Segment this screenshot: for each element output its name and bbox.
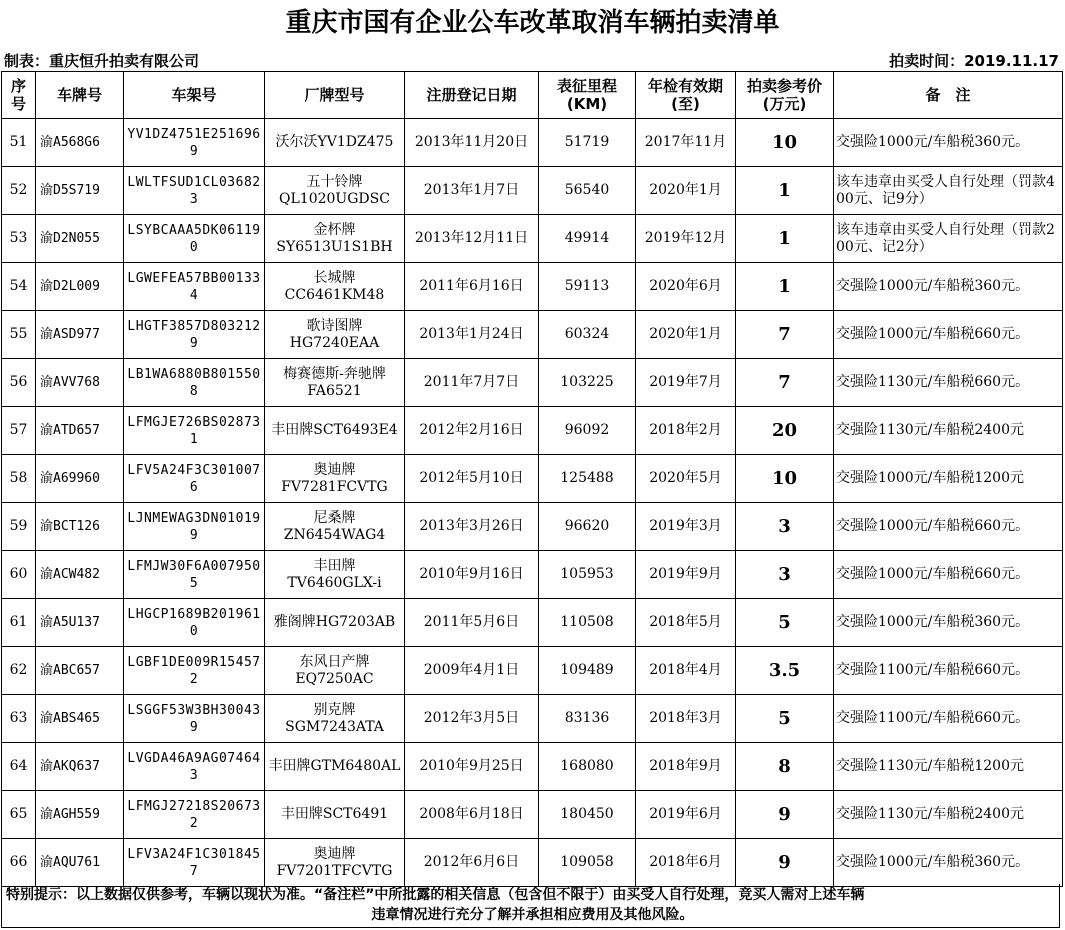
table-row (2, 551, 1063, 599)
inspection-valid-until: 2018年3月 (636, 695, 736, 743)
table-row (2, 503, 1063, 551)
registration-date: 2013年1月7日 (405, 167, 539, 215)
registration-date: 2011年5月6日 (405, 599, 539, 647)
plate-number: 渝A5U137 (36, 599, 124, 647)
brand-model: 丰田牌 TV6460GLX-i (265, 551, 405, 599)
plate-number: 渝ABC657 (36, 647, 124, 695)
plate-number: 渝A568G6 (36, 119, 124, 167)
col-inspection-header: 年检有效期 (至) (636, 72, 736, 119)
inspection-valid-until: 2018年5月 (636, 599, 736, 647)
brand-model: 沃尔沃YV1DZ475 (265, 119, 405, 167)
inspection-valid-until: 2018年4月 (636, 647, 736, 695)
remark: 该车违章由买受人自行处理（罚款200元、记2分） (834, 215, 1063, 263)
brand-model: 奥迪牌 FV7281FCVTG (265, 455, 405, 503)
remark: 交强险1000元/车船税360元。 (834, 839, 1063, 887)
mileage: 51719 (539, 119, 636, 167)
registration-date: 2011年7月7日 (405, 359, 539, 407)
table-row (2, 215, 1063, 263)
brand-model: 长城牌 CC6461KM48 (265, 263, 405, 311)
brand-model: 梅赛德斯-奔驰牌 FA6521 (265, 359, 405, 407)
remark: 交强险1130元/车船税2400元 (834, 407, 1063, 455)
col-plate-header: 车牌号 (36, 72, 124, 119)
mileage: 125488 (539, 455, 636, 503)
vin-number: LGWEFEA57BB001334 (124, 263, 265, 311)
brand-model: 奥迪牌 FV7201TFCVTG (265, 839, 405, 887)
table-row (2, 167, 1063, 215)
remark: 交强险1130元/车船税2400元 (834, 791, 1063, 839)
row-number: 56 (2, 359, 36, 407)
mileage: 96620 (539, 503, 636, 551)
inspection-valid-until: 2019年6月 (636, 791, 736, 839)
vin-number: LB1WA6880B8015508 (124, 359, 265, 407)
table-header-row (2, 72, 1063, 119)
reference-price: 7 (736, 359, 834, 407)
registration-date: 2010年9月16日 (405, 551, 539, 599)
special-notice (1, 884, 1060, 928)
vin-number: LFV3A24F1C3018457 (124, 839, 265, 887)
registration-date: 2013年12月11日 (405, 215, 539, 263)
mileage: 105953 (539, 551, 636, 599)
table-row (2, 695, 1063, 743)
vin-number: LFMGJE726BS028731 (124, 407, 265, 455)
row-number: 64 (2, 743, 36, 791)
table-row (2, 791, 1063, 839)
remark: 交强险1000元/车船税660元。 (834, 311, 1063, 359)
plate-number: 渝ASD977 (36, 311, 124, 359)
registration-date: 2012年5月10日 (405, 455, 539, 503)
col-reg-date-header: 注册登记日期 (405, 72, 539, 119)
col-model-header: 厂牌型号 (265, 72, 405, 119)
registration-date: 2008年6月18日 (405, 791, 539, 839)
mileage: 180450 (539, 791, 636, 839)
table-row (2, 647, 1063, 695)
reference-price: 3.5 (736, 647, 834, 695)
inspection-valid-until: 2017年11月 (636, 119, 736, 167)
brand-model: 五十铃牌 QL1020UGDSC (265, 167, 405, 215)
auction-table (1, 71, 1063, 887)
row-number: 60 (2, 551, 36, 599)
table-row (2, 455, 1063, 503)
registration-date: 2013年1月24日 (405, 311, 539, 359)
mileage: 168080 (539, 743, 636, 791)
table-body (2, 119, 1063, 887)
remark: 交强险1000元/车船税360元。 (834, 263, 1063, 311)
brand-model: 丰田牌SCT6491 (265, 791, 405, 839)
registration-date: 2012年2月16日 (405, 407, 539, 455)
row-number: 51 (2, 119, 36, 167)
plate-number: 渝ACW482 (36, 551, 124, 599)
remark: 该车违章由买受人自行处理（罚款400元、记9分） (834, 167, 1063, 215)
reference-price: 10 (736, 455, 834, 503)
plate-number: 渝AVV768 (36, 359, 124, 407)
table-row (2, 839, 1063, 887)
table-row (2, 263, 1063, 311)
vin-number: YV1DZ4751E2516969 (124, 119, 265, 167)
plate-number: 渝ATD657 (36, 407, 124, 455)
inspection-valid-until: 2020年1月 (636, 167, 736, 215)
row-number: 54 (2, 263, 36, 311)
table-row (2, 599, 1063, 647)
registration-date: 2011年6月16日 (405, 263, 539, 311)
remark: 交强险1000元/车船税360元。 (834, 599, 1063, 647)
vin-number: LSGGF53W3BH300439 (124, 695, 265, 743)
vin-number: LFMGJ27218S206732 (124, 791, 265, 839)
row-number: 55 (2, 311, 36, 359)
mileage: 103225 (539, 359, 636, 407)
inspection-valid-until: 2018年9月 (636, 743, 736, 791)
mileage: 60324 (539, 311, 636, 359)
reference-price: 9 (736, 839, 834, 887)
brand-model: 丰田牌GTM6480AL (265, 743, 405, 791)
remark: 交强险1000元/车船税660元。 (834, 503, 1063, 551)
registration-date: 2012年3月5日 (405, 695, 539, 743)
vin-number: LJNMEWAG3DN010199 (124, 503, 265, 551)
registration-date: 2009年4月1日 (405, 647, 539, 695)
mileage: 96092 (539, 407, 636, 455)
reference-price: 10 (736, 119, 834, 167)
page-title: 重庆市国有企业公车改革取消车辆拍卖清单 (285, 8, 780, 38)
vin-number: LGBF1DE009R154572 (124, 647, 265, 695)
reference-price: 9 (736, 791, 834, 839)
mileage: 56540 (539, 167, 636, 215)
row-number: 53 (2, 215, 36, 263)
table-maker: 制表：重庆恒升拍卖有限公司 (4, 52, 200, 70)
plate-number: 渝AKQ637 (36, 743, 124, 791)
row-number: 63 (2, 695, 36, 743)
row-number: 61 (2, 599, 36, 647)
notice-line-1: 特别提示：以上数据仅供参考，车辆以现状为准。“备注栏”中所批露的相关信息（包含但不限于）由买受人自行处理，竞买人需对上述车辆 (6, 887, 865, 903)
col-price-header: 拍卖参考价 (万元) (736, 72, 834, 119)
plate-number: 渝ABS465 (36, 695, 124, 743)
mileage: 83136 (539, 695, 636, 743)
plate-number: 渝BCT126 (36, 503, 124, 551)
col-note-header: 备 注 (834, 72, 1063, 119)
reference-price: 8 (736, 743, 834, 791)
table-row (2, 743, 1063, 791)
row-number: 58 (2, 455, 36, 503)
remark: 交强险1000元/车船税1200元 (834, 455, 1063, 503)
brand-model: 雅阁牌HG7203AB (265, 599, 405, 647)
table-row (2, 407, 1063, 455)
inspection-valid-until: 2019年12月 (636, 215, 736, 263)
brand-model: 歌诗图牌 HG7240EAA (265, 311, 405, 359)
vin-number: LHGTF3857D8032129 (124, 311, 265, 359)
inspection-valid-until: 2018年6月 (636, 839, 736, 887)
reference-price: 1 (736, 263, 834, 311)
vin-number: LHGCP1689B2019610 (124, 599, 265, 647)
mileage: 110508 (539, 599, 636, 647)
vin-number: LVGDA46A9AG074643 (124, 743, 265, 791)
remark: 交强险1130元/车船税660元。 (834, 359, 1063, 407)
table-row (2, 311, 1063, 359)
brand-model: 别克牌 SGM7243ATA (265, 695, 405, 743)
reference-price: 5 (736, 695, 834, 743)
brand-model: 东风日产牌 EQ7250AC (265, 647, 405, 695)
col-mileage-header: 表征里程 (KM) (539, 72, 636, 119)
plate-number: 渝AQU761 (36, 839, 124, 887)
inspection-valid-until: 2019年3月 (636, 503, 736, 551)
plate-number: 渝D5S719 (36, 167, 124, 215)
plate-number: 渝D2L009 (36, 263, 124, 311)
mileage: 59113 (539, 263, 636, 311)
remark: 交强险1130元/车船税1200元 (834, 743, 1063, 791)
inspection-valid-until: 2020年5月 (636, 455, 736, 503)
remark: 交强险1100元/车船税660元。 (834, 695, 1063, 743)
table-row (2, 119, 1063, 167)
reference-price: 3 (736, 551, 834, 599)
vin-number: LSYBCAAA5DK061190 (124, 215, 265, 263)
reference-price: 1 (736, 167, 834, 215)
inspection-valid-until: 2019年7月 (636, 359, 736, 407)
col-no-header: 序 号 (2, 72, 36, 119)
plate-number: 渝A69960 (36, 455, 124, 503)
mileage: 109489 (539, 647, 636, 695)
plate-number: 渝AGH559 (36, 791, 124, 839)
remark: 交强险1100元/车船税660元。 (834, 647, 1063, 695)
notice-line-2: 违章情况进行充分了解并承担相应费用及其他风险。 (371, 907, 694, 923)
reference-price: 20 (736, 407, 834, 455)
mileage: 109058 (539, 839, 636, 887)
registration-date: 2013年11月20日 (405, 119, 539, 167)
brand-model: 丰田牌SCT6493E4 (265, 407, 405, 455)
reference-price: 3 (736, 503, 834, 551)
registration-date: 2013年3月26日 (405, 503, 539, 551)
vin-number: LFMJW30F6A0079505 (124, 551, 265, 599)
row-number: 65 (2, 791, 36, 839)
col-vin-header: 车架号 (124, 72, 265, 119)
plate-number: 渝D2N055 (36, 215, 124, 263)
vin-number: LWLTFSUD1CL036823 (124, 167, 265, 215)
inspection-valid-until: 2019年9月 (636, 551, 736, 599)
inspection-valid-until: 2020年6月 (636, 263, 736, 311)
remark: 交强险1000元/车船税360元。 (834, 119, 1063, 167)
inspection-valid-until: 2020年1月 (636, 311, 736, 359)
auction-time: 拍卖时间：2019.11.17 (889, 52, 1059, 70)
table-row (2, 359, 1063, 407)
row-number: 62 (2, 647, 36, 695)
brand-model: 金杯牌 SY6513U1S1BH (265, 215, 405, 263)
reference-price: 5 (736, 599, 834, 647)
inspection-valid-until: 2018年2月 (636, 407, 736, 455)
row-number: 52 (2, 167, 36, 215)
row-number: 59 (2, 503, 36, 551)
registration-date: 2010年9月25日 (405, 743, 539, 791)
row-number: 66 (2, 839, 36, 887)
vin-number: LFV5A24F3C3010076 (124, 455, 265, 503)
remark: 交强险1000元/车船税660元。 (834, 551, 1063, 599)
reference-price: 1 (736, 215, 834, 263)
row-number: 57 (2, 407, 36, 455)
mileage: 49914 (539, 215, 636, 263)
registration-date: 2012年6月6日 (405, 839, 539, 887)
reference-price: 7 (736, 311, 834, 359)
brand-model: 尼桑牌 ZN6454WAG4 (265, 503, 405, 551)
